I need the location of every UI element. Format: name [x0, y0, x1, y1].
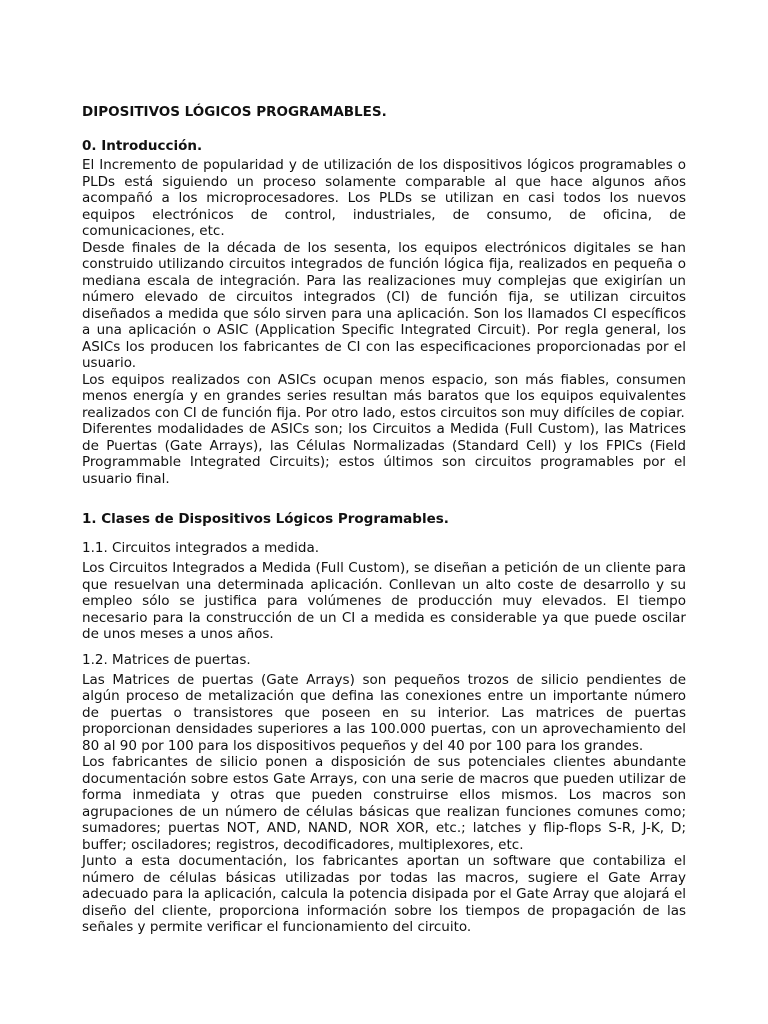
subsection-matrices-de-puertas — [82, 652, 686, 936]
section-heading: 0. Introducción. — [82, 138, 203, 154]
paragraph: Junto a esta documentación, los fabricantes aportan un software que contabiliza el número de células básicas utilizadas por todas las macros, sugiere el Gate Array adecuado para la aplicación, calcula la potencia disipada por el Gate Array que alojará el diseño del cliente, proporciona información sobre los tiempos de propagación de las señales y permite verificar el funcionamiento del circuito. — [82, 853, 686, 935]
paragraph: Diferentes modalidades de ASICs son; los Circuitos a Medida (Full Custom), las Matrices de Puertas (Gate Arrays), las Células Normalizadas (Standard Cell) y los FPICs (Field Programmable Integrated Circuits); estos últimos son circuitos programables por el usuario final. — [82, 421, 686, 487]
paragraph: El Incremento de popularidad y de utilización de los dispositivos lógicos programables o PLDs está siguiendo un proceso solamente comparable al que hace algunos años acompañó a los microprocesadores. Los PLDs se utilizan en casi todos los nuevos equipos electrónicos de control, industriales, de consumo, de oficina, de comunicaciones, etc. — [82, 157, 686, 239]
subsection-heading: 1.1. Circuitos integrados a medida. — [82, 540, 320, 556]
subsection-circuitos-a-medida — [82, 540, 686, 643]
document-page — [82, 104, 686, 936]
document-title: DIPOSITIVOS LÓGICOS PROGRAMABLES. — [82, 104, 387, 120]
section-clases — [82, 511, 686, 936]
paragraph: Los equipos realizados con ASICs ocupan menos espacio, son más fiables, consumen menos energía y en grandes series resultan más baratos que los equipos equivalentes realizados con CI de función fija. Por otro lado, estos circuitos son muy difíciles de copiar. — [82, 371, 686, 421]
section-introduccion — [82, 138, 686, 487]
subsection-heading: 1.2. Matrices de puertas. — [82, 651, 251, 668]
paragraph: Las Matrices de puertas (Gate Arrays) son pequeños trozos de silicio pendientes de algún proceso de metalización que defina las conexiones entre un importante número de puertas o transistores que poseen en su interior. Las matrices de puertas proporcionan densidades superiores a las 100.000 puertas, con un aprovechamiento del 80 al 90 por 100 para los dispositivos pequeños y del 40 por 100 para los grandes. — [82, 671, 686, 754]
paragraph: Los fabricantes de silicio ponen a disposición de sus potenciales clientes abundante documentación sobre estos Gate Arrays, con una serie de macros que pueden utilizar de forma inmediata y otras que pueden construirse ellos mismos. Los macros son agrupaciones de un número de células básicas que realizan funciones comunes como; sumadores; puertas NOT, AND, NAND, NOR XOR, etc.; latches y flip-flops S-R, J-K, D; buffer; osciladores; registros, decodificadores, multiplexores, etc. — [82, 754, 686, 853]
section-heading: 1. Clases de Dispositivos Lógicos Programables. — [82, 511, 449, 527]
paragraph: Desde finales de la década de los sesenta, los equipos electrónicos digitales se han construido utilizando circuitos integrados de función lógica fija, realizados en pequeña o mediana escala de integración. Para las realizaciones muy complejas que exigirían un número elevado de circuitos integrados (CI) de función fija, se utilizan circuitos diseñados a medida que sólo sirven para una aplicación. Son los llamados CI específicos a una aplicación o ASIC (Application Specific Integrated Circuit). Por regla general, los ASICs los producen los fabricantes de CI con las especificaciones proporcionadas por el usuario. — [82, 239, 686, 371]
paragraph: Los Circuitos Integrados a Medida (Full Custom), se diseñan a petición de un cliente para que resuelvan una determinada aplicación. Conllevan un alto coste de desarrollo y su empleo sólo se justifica para volúmenes de producción muy elevados. El tiempo necesario para la construcción de un CI a medida es considerable ya que puede oscilar de unos meses a unos años. — [82, 560, 686, 642]
